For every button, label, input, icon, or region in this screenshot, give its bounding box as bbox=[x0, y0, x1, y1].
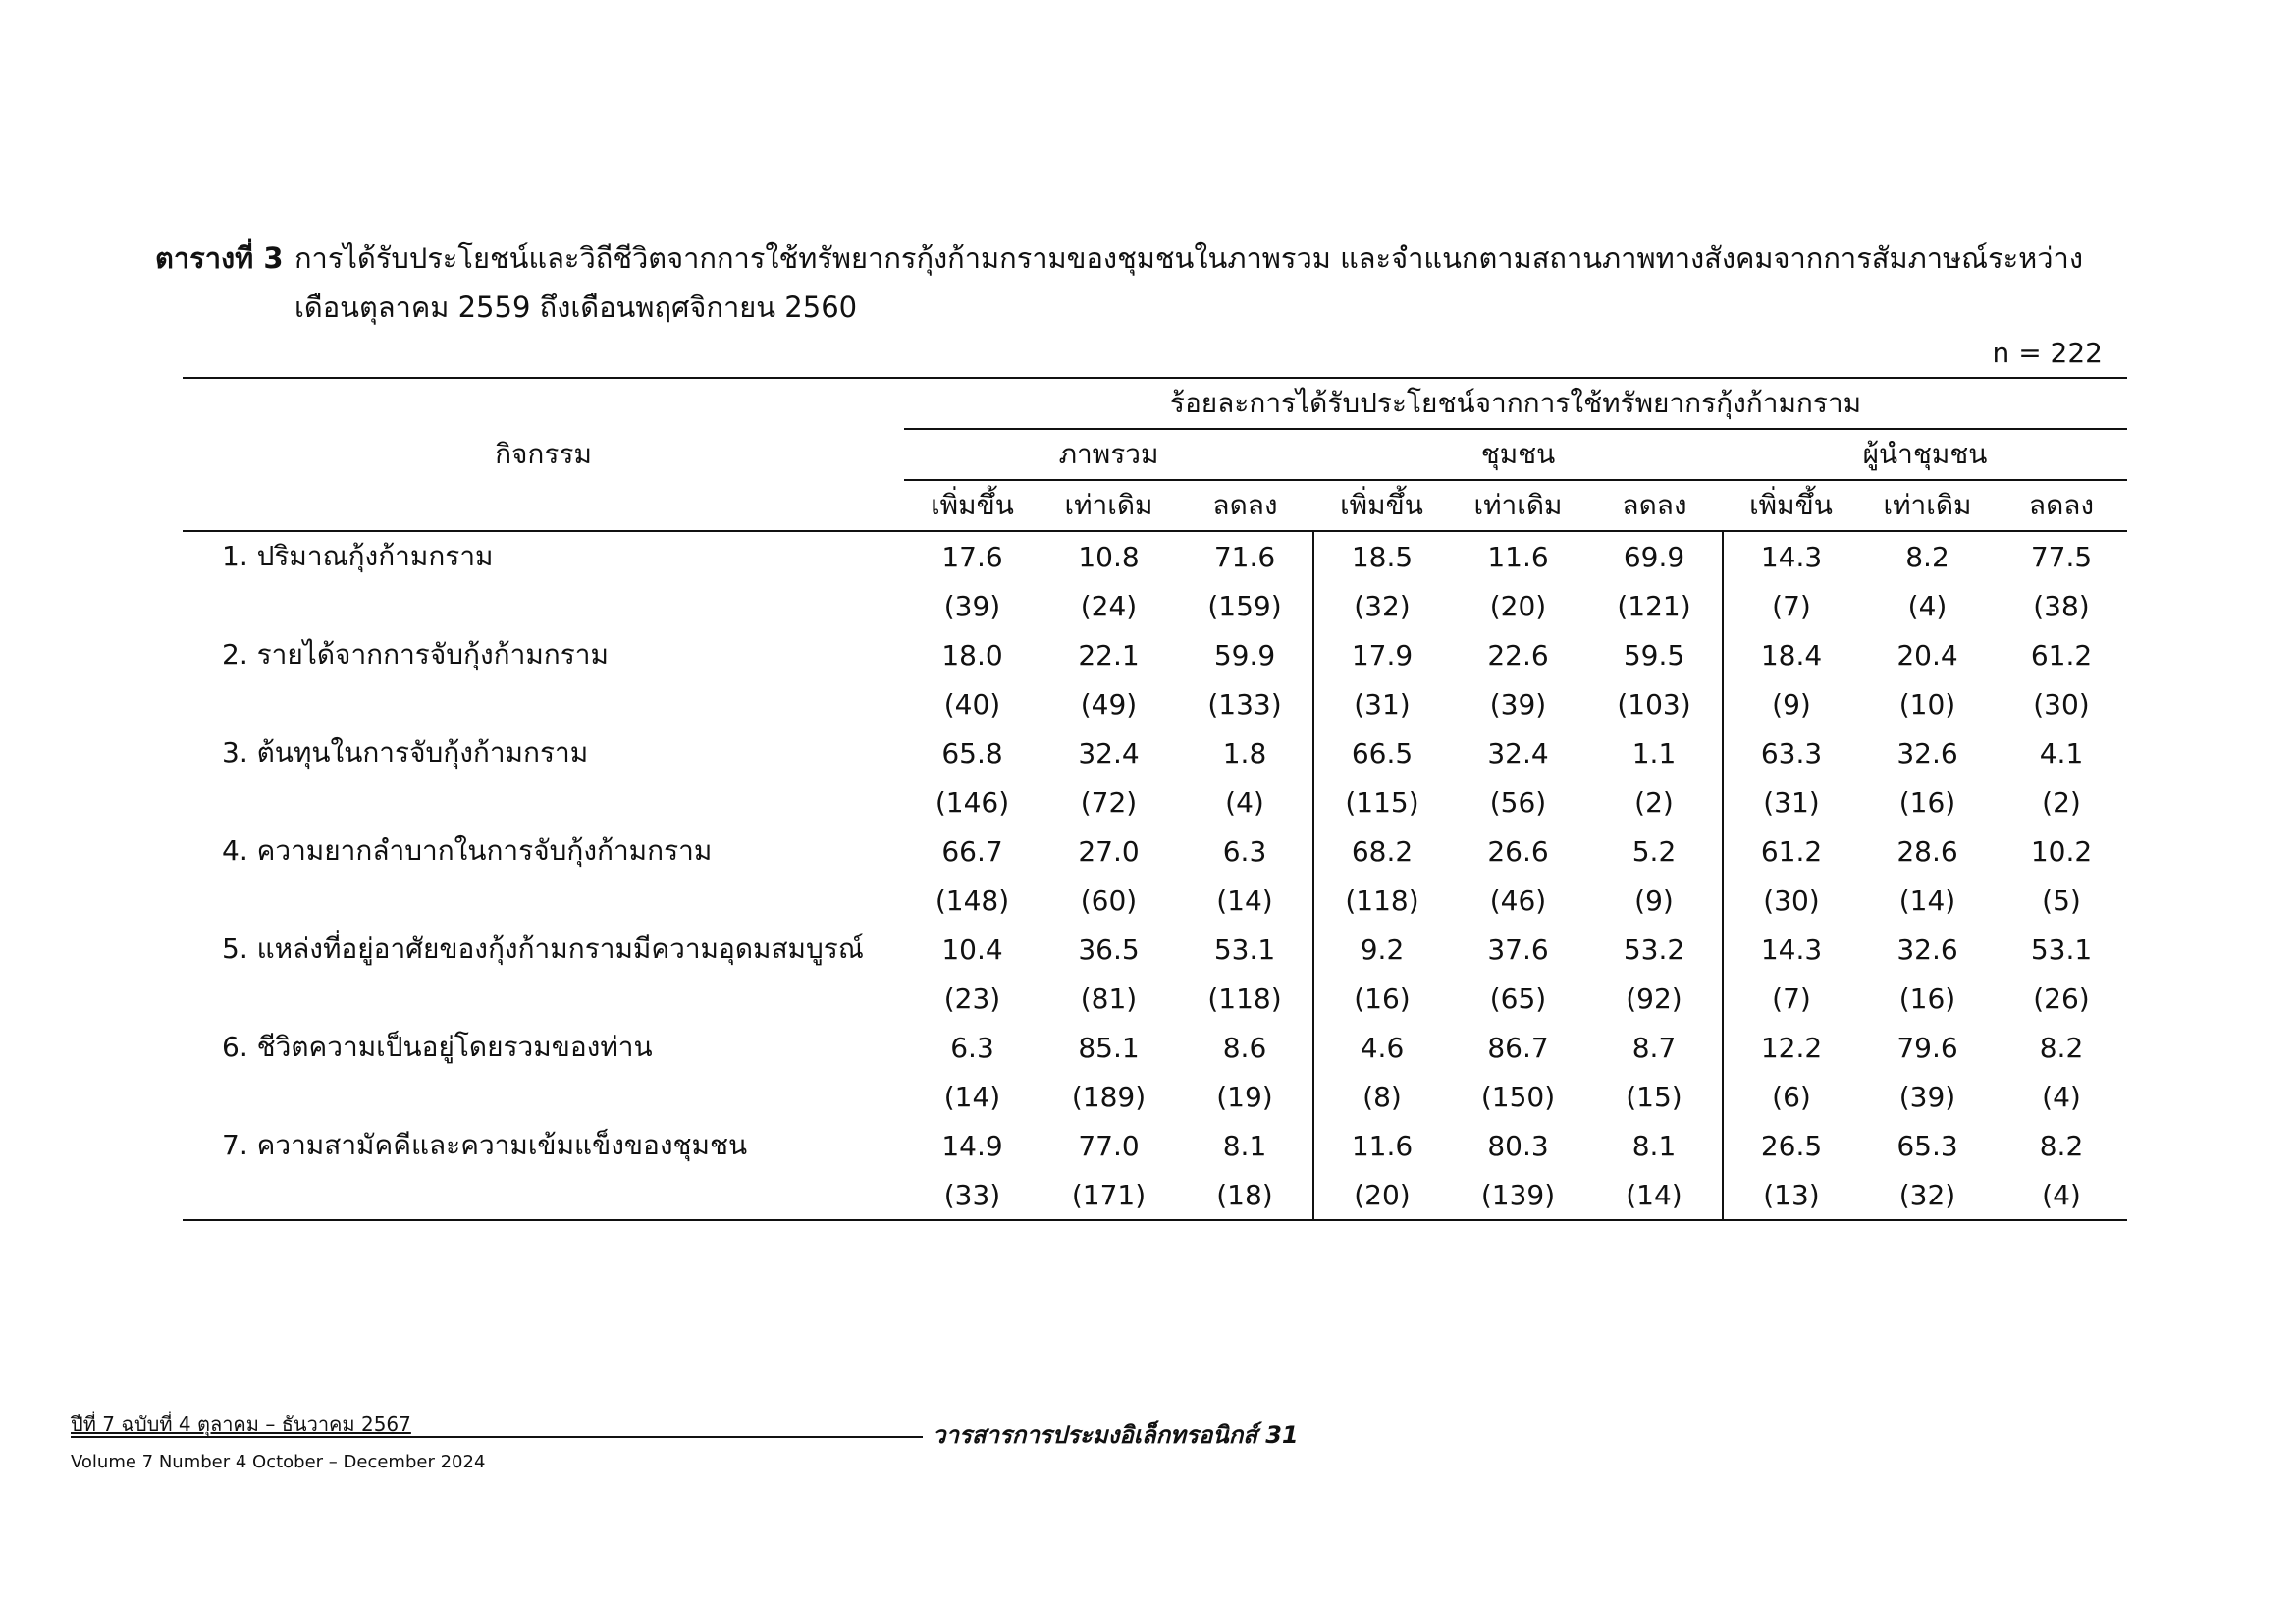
count-cell: (121) bbox=[1617, 589, 1691, 622]
percent-cell: 5.2 bbox=[1631, 834, 1677, 868]
count-cell: (31) bbox=[1723, 777, 1859, 826]
percent-cell: 6.3 bbox=[950, 1031, 994, 1064]
count-cell: (56) bbox=[1489, 785, 1547, 819]
count-cell: (39) bbox=[1898, 1080, 1956, 1113]
percent-cell: 28.6 bbox=[1896, 834, 1958, 868]
footer-divider bbox=[71, 1436, 923, 1438]
percent-cell: 26.5 bbox=[1723, 1121, 1859, 1170]
footer-journal-title: วารสารการประมงอิเล็กทรอนิกส์ 31 bbox=[933, 1421, 1299, 1449]
percent-cell: 59.9 bbox=[1213, 638, 1276, 671]
percent-cell: 53.1 bbox=[2030, 933, 2093, 966]
subcol-same: เท่าเดิม bbox=[1859, 480, 1996, 531]
activity-header: กิจกรรม bbox=[183, 378, 904, 531]
count-cell: (32) bbox=[1898, 1178, 1956, 1211]
percent-cell: 14.9 bbox=[941, 1129, 1003, 1162]
percent-cell: 36.5 bbox=[1078, 933, 1140, 966]
count-cell: (6) bbox=[1723, 1072, 1859, 1121]
footer-issue-english: Volume 7 Number 4 October – December 2024 bbox=[71, 1452, 486, 1472]
percent-cell: 77.0 bbox=[1078, 1129, 1140, 1162]
percent-cell: 86.7 bbox=[1487, 1031, 1549, 1064]
subcol-decrease: ลดลง bbox=[1996, 480, 2127, 531]
count-cell: (38) bbox=[2033, 589, 2090, 622]
count-cell: (20) bbox=[1313, 1170, 1450, 1220]
subcol-same: เท่าเดิม bbox=[1041, 480, 1177, 531]
percent-cell: 61.2 bbox=[2030, 638, 2093, 671]
count-cell: (20) bbox=[1489, 589, 1547, 622]
count-cell: (118) bbox=[1207, 982, 1282, 1015]
count-cell: (14) bbox=[943, 1080, 1001, 1113]
table-row-count bbox=[183, 679, 2127, 728]
caption-label: ตารางที่ 3 bbox=[155, 241, 284, 275]
percent-cell: 8.2 bbox=[1905, 540, 1949, 573]
activity-label bbox=[183, 974, 904, 1023]
activity-label: 4. ความยากลำบากในการจับกุ้งก้ามกราม bbox=[222, 834, 713, 867]
percent-cell: 79.6 bbox=[1896, 1031, 1958, 1064]
count-cell: (4) bbox=[2042, 1178, 2081, 1211]
percent-cell: 11.6 bbox=[1313, 1121, 1450, 1170]
count-cell: (103) bbox=[1617, 687, 1691, 720]
count-cell: (24) bbox=[1080, 589, 1138, 622]
percent-cell: 18.5 bbox=[1313, 531, 1450, 581]
subcol-increase: เพิ่มขึ้น bbox=[1313, 480, 1450, 531]
percent-cell: 6.3 bbox=[1222, 834, 1267, 868]
caption-line-1 bbox=[155, 234, 2118, 283]
percent-cell: 77.5 bbox=[2030, 540, 2093, 573]
table-row-count bbox=[183, 876, 2127, 925]
table-row-percent bbox=[183, 728, 2127, 777]
percent-cell: 14.3 bbox=[1723, 531, 1859, 581]
percent-cell: 8.2 bbox=[2039, 1129, 2084, 1162]
count-cell: (40) bbox=[943, 687, 1001, 720]
count-cell: (7) bbox=[1723, 974, 1859, 1023]
count-cell: (49) bbox=[1080, 687, 1138, 720]
percent-cell: 18.0 bbox=[941, 638, 1003, 671]
count-cell: (19) bbox=[1216, 1080, 1273, 1113]
table-row-percent bbox=[183, 1023, 2127, 1072]
count-cell: (150) bbox=[1480, 1080, 1556, 1113]
percent-cell: 10.2 bbox=[2030, 834, 2093, 868]
count-cell: (60) bbox=[1080, 883, 1138, 917]
count-cell: (4) bbox=[1225, 785, 1264, 819]
percent-cell: 20.4 bbox=[1896, 638, 1958, 671]
table-body bbox=[183, 531, 2127, 1220]
activity-label bbox=[183, 876, 904, 925]
percent-cell: 66.5 bbox=[1313, 728, 1450, 777]
activity-label: 6. ชีวิตความเป็นอยู่โดยรวมของท่าน bbox=[222, 1031, 653, 1063]
activity-label bbox=[183, 1072, 904, 1121]
count-cell: (139) bbox=[1480, 1178, 1556, 1211]
subcol-increase: เพิ่มขึ้น bbox=[1723, 480, 1859, 531]
count-cell: (39) bbox=[1489, 687, 1547, 720]
subcol-decrease: ลดลง bbox=[1177, 480, 1313, 531]
percent-cell: 8.7 bbox=[1631, 1031, 1677, 1064]
percent-cell: 8.1 bbox=[1631, 1129, 1677, 1162]
activity-label bbox=[183, 581, 904, 630]
group-header-community: ชุมชน bbox=[1313, 429, 1723, 480]
percent-cell: 32.6 bbox=[1896, 736, 1958, 770]
percent-cell: 8.2 bbox=[2039, 1031, 2084, 1064]
table-row-percent bbox=[183, 630, 2127, 679]
count-cell: (118) bbox=[1313, 876, 1450, 925]
count-cell: (65) bbox=[1489, 982, 1547, 1015]
activity-label: 2. รายได้จากการจับกุ้งก้ามกราม bbox=[222, 638, 609, 670]
activity-label bbox=[183, 679, 904, 728]
count-cell: (81) bbox=[1080, 982, 1138, 1015]
count-cell: (4) bbox=[1907, 589, 1948, 622]
count-cell: (9) bbox=[1723, 679, 1859, 728]
activity-label: 5. แหล่งที่อยู่อาศัยของกุ้งก้ามกรามมีความอุดมสมบูรณ์ bbox=[222, 933, 864, 965]
count-cell: (13) bbox=[1723, 1170, 1859, 1220]
percent-cell: 80.3 bbox=[1487, 1129, 1549, 1162]
table-row-percent bbox=[183, 826, 2127, 876]
table-row-count bbox=[183, 581, 2127, 630]
count-cell: (33) bbox=[943, 1178, 1001, 1211]
count-cell: (115) bbox=[1313, 777, 1450, 826]
percent-cell: 26.6 bbox=[1487, 834, 1549, 868]
count-cell: (92) bbox=[1626, 982, 1682, 1015]
count-cell: (16) bbox=[1313, 974, 1450, 1023]
count-cell: (10) bbox=[1898, 687, 1956, 720]
count-cell: (72) bbox=[1080, 785, 1138, 819]
percent-cell: 9.2 bbox=[1313, 925, 1450, 974]
table-row-percent bbox=[183, 1121, 2127, 1170]
caption-line-2: เดือนตุลาคม 2559 ถึงเดือนพฤศจิกายน 2560 bbox=[294, 291, 858, 324]
header-row-super bbox=[183, 378, 2127, 429]
percent-cell: 71.6 bbox=[1213, 540, 1276, 573]
percent-cell: 1.1 bbox=[1631, 736, 1677, 770]
percent-cell: 18.4 bbox=[1723, 630, 1859, 679]
percent-cell: 53.1 bbox=[1213, 933, 1276, 966]
percent-cell: 17.6 bbox=[941, 540, 1003, 573]
percent-cell: 22.1 bbox=[1078, 638, 1140, 671]
count-cell: (133) bbox=[1207, 687, 1282, 720]
count-cell: (18) bbox=[1216, 1178, 1273, 1211]
percent-cell: 32.4 bbox=[1487, 736, 1549, 770]
percent-cell: 32.6 bbox=[1896, 933, 1958, 966]
activity-label bbox=[183, 777, 904, 826]
subcol-increase: เพิ่มขึ้น bbox=[904, 480, 1041, 531]
percent-cell: 37.6 bbox=[1487, 933, 1549, 966]
table-row-percent bbox=[183, 531, 2127, 581]
count-cell: (26) bbox=[2033, 982, 2090, 1015]
count-cell: (8) bbox=[1313, 1072, 1450, 1121]
percent-cell: 1.8 bbox=[1222, 736, 1267, 770]
table-row-count bbox=[183, 1170, 2127, 1220]
count-cell: (14) bbox=[1898, 883, 1956, 917]
count-cell: (148) bbox=[934, 883, 1010, 917]
sample-size-note: n = 222 bbox=[1992, 337, 2103, 369]
subcol-same: เท่าเดิม bbox=[1450, 480, 1586, 531]
table-row-count bbox=[183, 1072, 2127, 1121]
footer-issue-thai: ปีที่ 7 ฉบับที่ 4 ตุลาคม – ธันวาคม 2567 bbox=[71, 1412, 411, 1436]
table-row-percent bbox=[183, 925, 2127, 974]
super-header: ร้อยละการได้รับประโยชน์จากการใช้ทรัพยากรกุ้งก้ามกราม bbox=[904, 378, 2127, 429]
count-cell: (146) bbox=[934, 785, 1010, 819]
count-cell: (159) bbox=[1207, 589, 1282, 622]
percent-cell: 4.1 bbox=[2039, 736, 2084, 770]
percent-cell: 22.6 bbox=[1487, 638, 1549, 671]
percent-cell: 4.6 bbox=[1313, 1023, 1450, 1072]
count-cell: (16) bbox=[1898, 982, 1956, 1015]
percent-cell: 27.0 bbox=[1078, 834, 1140, 868]
percent-cell: 8.1 bbox=[1222, 1129, 1267, 1162]
activity-label: 7. ความสามัคคีและความเข้มแข็งของชุมชน bbox=[222, 1129, 748, 1161]
count-cell: (46) bbox=[1489, 883, 1547, 917]
count-cell: (2) bbox=[1634, 785, 1674, 819]
activity-label bbox=[183, 1170, 904, 1220]
percent-cell: 65.8 bbox=[941, 736, 1003, 770]
table-row-count bbox=[183, 777, 2127, 826]
percent-cell: 61.2 bbox=[1723, 826, 1859, 876]
count-cell: (23) bbox=[943, 982, 1001, 1015]
count-cell: (39) bbox=[943, 589, 1001, 622]
activity-label: 3. ต้นทุนในการจับกุ้งก้ามกราม bbox=[222, 736, 589, 769]
group-header-leader: ผู้นำชุมชน bbox=[1723, 429, 2127, 480]
activity-label: 1. ปริมาณกุ้งก้ามกราม bbox=[222, 540, 494, 572]
benefit-table bbox=[183, 377, 2127, 1221]
count-cell: (189) bbox=[1071, 1080, 1147, 1113]
count-cell: (15) bbox=[1626, 1080, 1682, 1113]
percent-cell: 53.2 bbox=[1623, 933, 1685, 966]
count-cell: (30) bbox=[2033, 687, 2090, 720]
table-caption bbox=[155, 234, 2118, 332]
percent-cell: 14.3 bbox=[1723, 925, 1859, 974]
count-cell: (32) bbox=[1313, 581, 1450, 630]
percent-cell: 10.8 bbox=[1078, 540, 1140, 573]
table-row-count bbox=[183, 974, 2127, 1023]
count-cell: (14) bbox=[1626, 1178, 1682, 1211]
percent-cell: 11.6 bbox=[1487, 540, 1549, 573]
count-cell: (171) bbox=[1071, 1178, 1147, 1211]
count-cell: (4) bbox=[2042, 1080, 2081, 1113]
count-cell: (16) bbox=[1898, 785, 1956, 819]
subcol-decrease: ลดลง bbox=[1586, 480, 1723, 531]
count-cell: (5) bbox=[2042, 883, 2081, 917]
count-cell: (2) bbox=[2042, 785, 2081, 819]
percent-cell: 12.2 bbox=[1723, 1023, 1859, 1072]
percent-cell: 68.2 bbox=[1313, 826, 1450, 876]
count-cell: (9) bbox=[1634, 883, 1674, 917]
percent-cell: 10.4 bbox=[941, 933, 1003, 966]
percent-cell: 85.1 bbox=[1078, 1031, 1140, 1064]
footer-issue bbox=[71, 1409, 485, 1472]
percent-cell: 59.5 bbox=[1623, 638, 1685, 671]
group-header-overall: ภาพรวม bbox=[904, 429, 1313, 480]
count-cell: (7) bbox=[1723, 581, 1859, 630]
percent-cell: 69.9 bbox=[1623, 540, 1685, 573]
count-cell: (30) bbox=[1723, 876, 1859, 925]
percent-cell: 32.4 bbox=[1078, 736, 1140, 770]
percent-cell: 8.6 bbox=[1222, 1031, 1267, 1064]
count-cell: (31) bbox=[1313, 679, 1450, 728]
count-cell: (14) bbox=[1216, 883, 1273, 917]
caption-text: การได้รับประโยชน์และวิถีชีวิตจากการใช้ทรัพยากรกุ้งก้ามกรามของชุมชนในภาพรวม และจำแนกตามสถานภาพทางสังคมจากการสัมภาษณ์ระหว่าง bbox=[294, 241, 2084, 275]
percent-cell: 17.9 bbox=[1313, 630, 1450, 679]
percent-cell: 66.7 bbox=[941, 834, 1003, 868]
percent-cell: 63.3 bbox=[1723, 728, 1859, 777]
percent-cell: 65.3 bbox=[1896, 1129, 1958, 1162]
